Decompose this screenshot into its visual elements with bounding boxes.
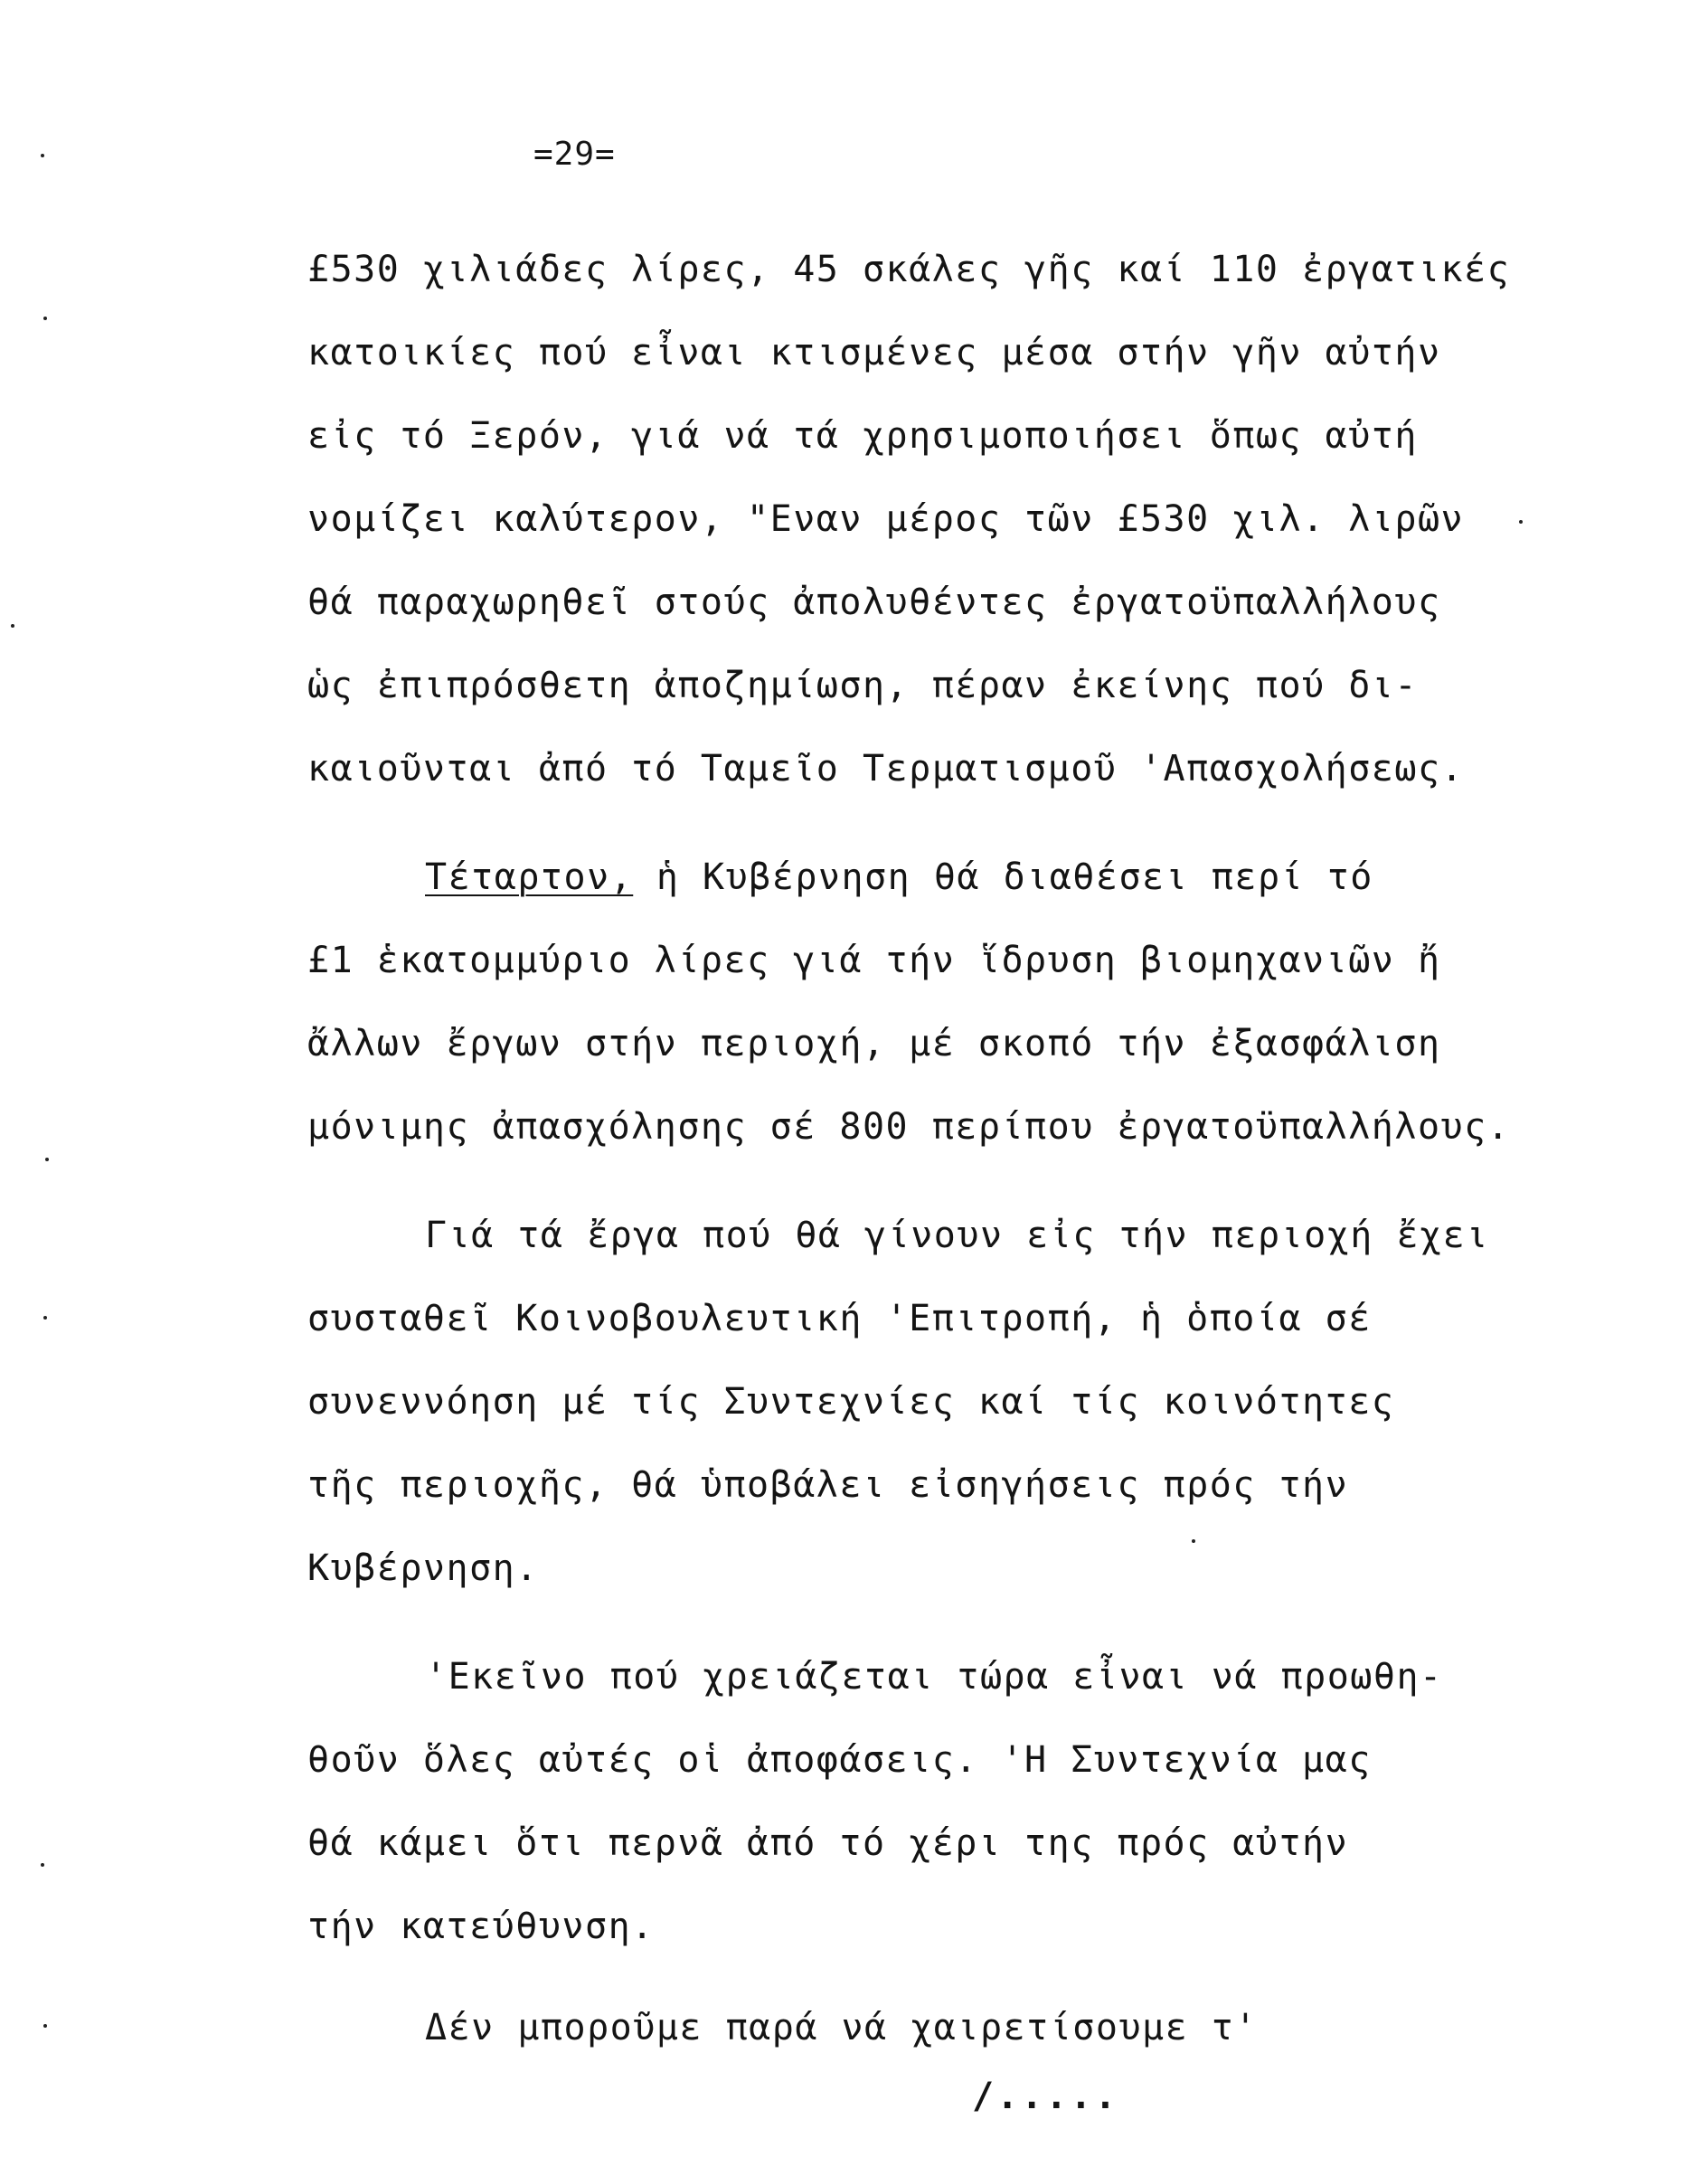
- scan-speck: [11, 624, 14, 628]
- paragraph3-line-1: Γιά τά ἔργα πού θά γίνουν εἰς τήν περιοχή ἔχει: [425, 1215, 1489, 1256]
- scan-speck: [43, 317, 47, 320]
- paragraph2-line-3: ἄλλων ἔργων στήν περιοχή, μέ σκοπό τήν ἐξασφάλιση: [307, 1023, 1441, 1064]
- scan-speck: [43, 1316, 47, 1320]
- paragraph3-line-3: συνεννόηση μέ τίς Συντεχνίες καί τίς κοινότητες: [307, 1381, 1395, 1423]
- scan-speck: [41, 154, 44, 157]
- paragraph4-line-3: θά κάμει ὅτι περνᾶ ἀπό τό χέρι της πρός αὐτήν: [307, 1822, 1349, 1864]
- scan-speck: [43, 2024, 47, 2028]
- paragraph1-line-5: θά παραχωρηθεῖ στούς ἀπολυθέντες ἐργατοϋπαλλήλους: [307, 582, 1441, 623]
- scan-speck: [1192, 1539, 1195, 1543]
- paragraph3-line-2: συσταθεῖ Κοινοβουλευτική 'Επιτροπή, ἡ ὁποία σέ: [307, 1298, 1372, 1339]
- paragraph5-line-1: Δέν μποροῦμε παρά νά χαιρετίσουμε τ': [425, 2007, 1258, 2048]
- paragraph4-line-4: τήν κατεύθυνση.: [307, 1906, 655, 1947]
- paragraph1-line-2: κατοικίες πού εἶναι κτισμένες μέσα στήν γῆν αὐτήν: [307, 332, 1441, 374]
- scan-speck: [45, 1158, 49, 1161]
- paragraph2-line-4: μόνιμης ἀπασχόλησης σέ 800 περίπου ἐργατοϋπαλλήλους.: [307, 1106, 1511, 1148]
- paragraph1-line-6: ὡς ἐπιπρόσθετη ἀποζημίωση, πέραν ἐκείνης πού δι-: [307, 665, 1418, 706]
- paragraph1-line-7: καιοῦνται ἀπό τό Ταμεῖο Τερματισμοῦ 'Απασχολήσεως.: [307, 748, 1465, 790]
- paragraph4-line-2: θοῦν ὅλες αὐτές οἱ ἀποφάσεις. 'Η Συντεχνία μας: [307, 1739, 1372, 1781]
- paragraph3-line-5: Κυβέρνηση.: [307, 1547, 539, 1589]
- paragraph2-line-2: £1 ἑκατομμύριο λίρες γιά τήν ἵδρυση βιομηχανιῶν ἤ: [307, 940, 1441, 981]
- paragraph2-line-1: [425, 856, 1373, 898]
- scan-speck: [1519, 520, 1523, 524]
- paragraph1-line-1: £530 χιλιάδες λίρες, 45 σκάλες γῆς καί 110 ἐργατικές: [307, 249, 1511, 290]
- page-number: =29=: [533, 136, 616, 173]
- scan-speck: [41, 1863, 44, 1867]
- paragraph1-line-3: εἰς τό Ξερόν, γιά νά τά χρησιμοποιήσει ὅπως αὐτή: [307, 415, 1418, 457]
- continuation-mark: /.....: [972, 2076, 1119, 2117]
- section-heading-tetarton: Τέταρτον,: [425, 856, 634, 898]
- paragraph4-line-1: 'Εκεῖνο πού χρειάζεται τώρα εἶναι νά προωθη-: [425, 1656, 1443, 1698]
- paragraph3-line-4: τῆς περιοχῆς, θά ὑποβάλει εἰσηγήσεις πρός τήν: [307, 1464, 1349, 1506]
- paragraph1-line-4: νομίζει καλύτερον, "Εναν μέρος τῶν £530 χιλ. λιρῶν: [307, 498, 1465, 540]
- paragraph2-line-1-rest: ἡ Κυβέρνηση θά διαθέσει περί τό: [633, 856, 1373, 898]
